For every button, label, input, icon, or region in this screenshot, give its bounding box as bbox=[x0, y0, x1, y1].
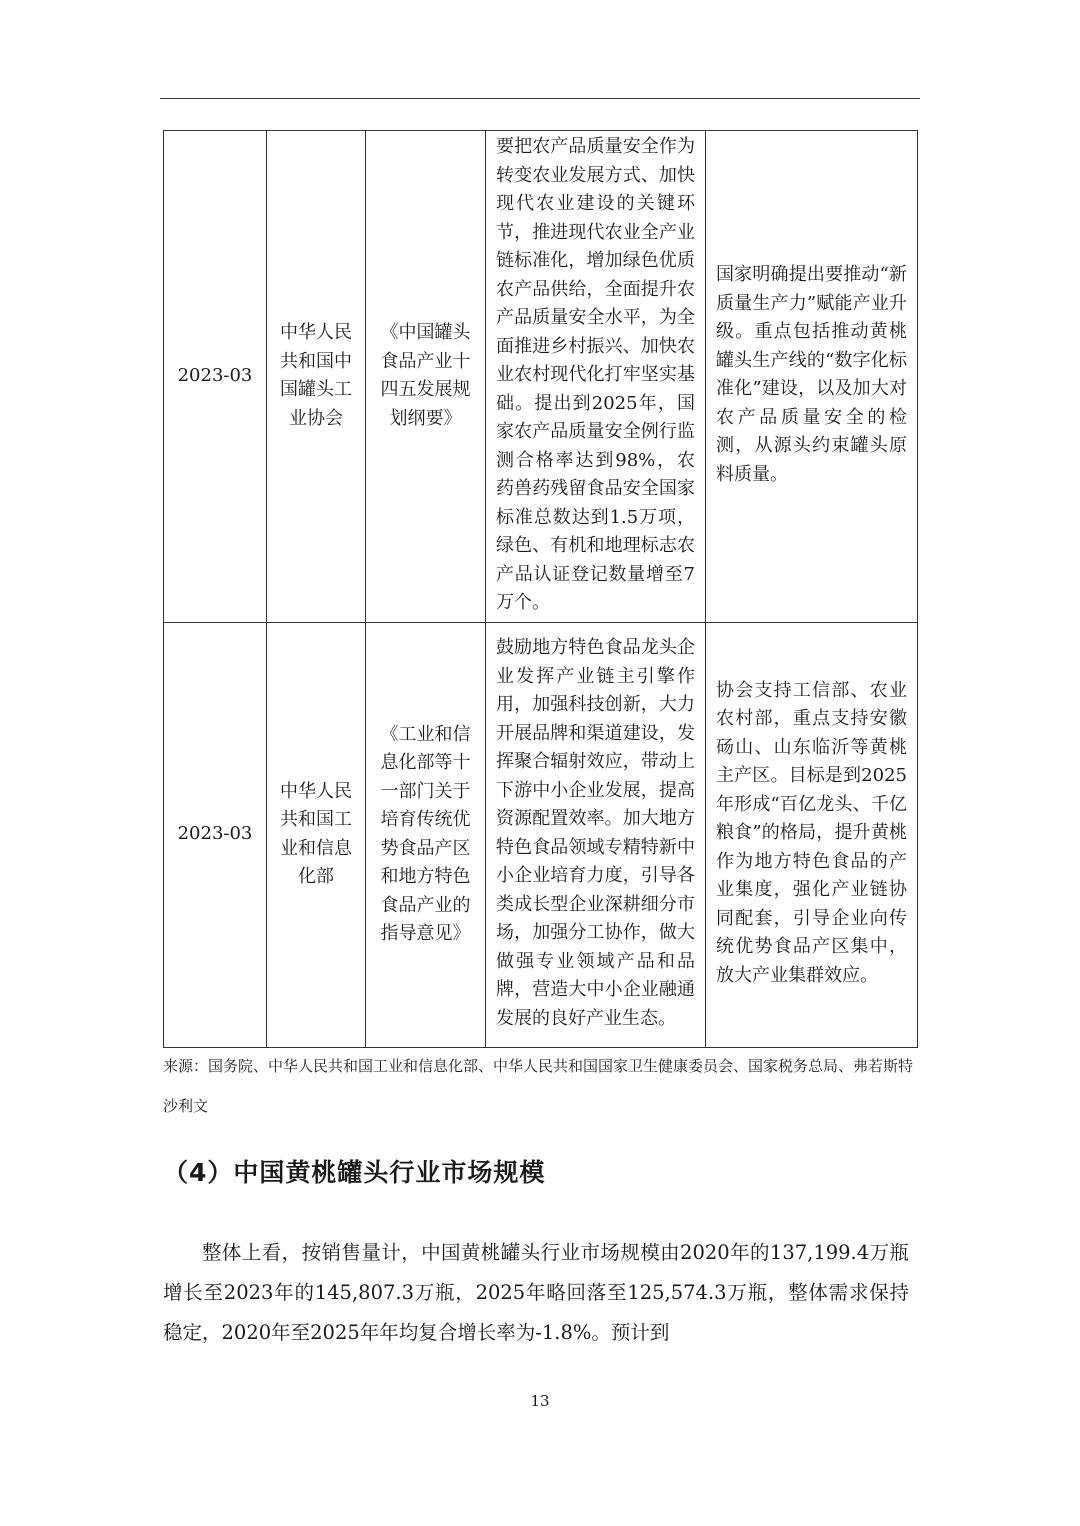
body-paragraph: 整体上看，按销售量计，中国黄桃罐头行业市场规模由2020年的137,199.4万瓶增长至2023年的145,807.3万瓶，2025年略回落至125,574.3万瓶，整体需求保持稳定，2020年至2025年年均复合增长率为-1.8%。预计到 bbox=[163, 1241, 909, 1344]
source-note: 来源：国务院、中华人民共和国工业和信息化部、中华人民共和国国家卫生健康委员会、国家税务总局、弗若斯特沙利文 bbox=[163, 1057, 914, 1115]
table-cell-impact: 国家明确提出要推动“新质量生产力”赋能产业升级。重点包括推动黄桃罐头生产线的“数字化标准化”建设，以及加大对农产品质量安全的检测，从源头约束罐头原料质量。 bbox=[706, 131, 918, 623]
table-cell-date: 2023-03 bbox=[164, 131, 267, 623]
table-row bbox=[164, 131, 918, 623]
page-number: 13 bbox=[530, 1392, 550, 1410]
table-row bbox=[164, 622, 918, 1047]
policy-table bbox=[163, 130, 918, 1048]
table-cell-document: 《中国罐头食品产业十四五发展规划纲要》 bbox=[366, 131, 486, 623]
section-title: （4）中国黄桃罐头行业市场规模 bbox=[163, 1158, 546, 1187]
table-cell-document: 《工业和信息化部等十一部门关于培育传统优势食品产区和地方特色食品产业的指导意见》 bbox=[366, 622, 486, 1047]
table-cell-impact: 协会支持工信部、农业农村部，重点支持安徽砀山、山东临沂等黄桃主产区。目标是到2025年形成“百亿龙头、千亿粮食”的格局，提升黄桃作为地方特色食品的产业集度，强化产业链协同配套，引导企业向传统优势食品产区集中，放大产业集群效应。 bbox=[706, 622, 918, 1047]
table-cell-date: 2023-03 bbox=[164, 622, 267, 1047]
table-cell-issuer: 中华人民共和国中国罐头工业协会 bbox=[267, 131, 366, 623]
header-rule bbox=[160, 98, 920, 99]
table-cell-content: 鼓励地方特色食品龙头企业发挥产业链主引擎作用，加强科技创新，大力开展品牌和渠道建设，发挥聚合辐射效应，带动上下游中小企业发展，提高资源配置效率。加大地方特色食品领域专精特新中小企业培育力度，引导各类成长型企业深耕细分市场，加强分工协作，做大做强专业领域产品和品牌，营造大中小企业融通发展的良好产业生态。 bbox=[486, 622, 706, 1047]
table-cell-issuer: 中华人民共和国工业和信息化部 bbox=[267, 622, 366, 1047]
table-cell-content: 要把农产品质量安全作为转变农业发展方式、加快现代农业建设的关键环节，推进现代农业全产业链标准化，增加绿色优质农产品供给，全面提升农产品质量安全水平，为全面推进乡村振兴、加快农业农村现代化打牢坚实基础。提出到2025年，国家农产品质量安全例行监测合格率达到98%，农药兽药残留食品安全国家标准总数达到1.5万项，绿色、有机和地理标志农产品认证登记数量增至7万个。 bbox=[486, 131, 706, 623]
